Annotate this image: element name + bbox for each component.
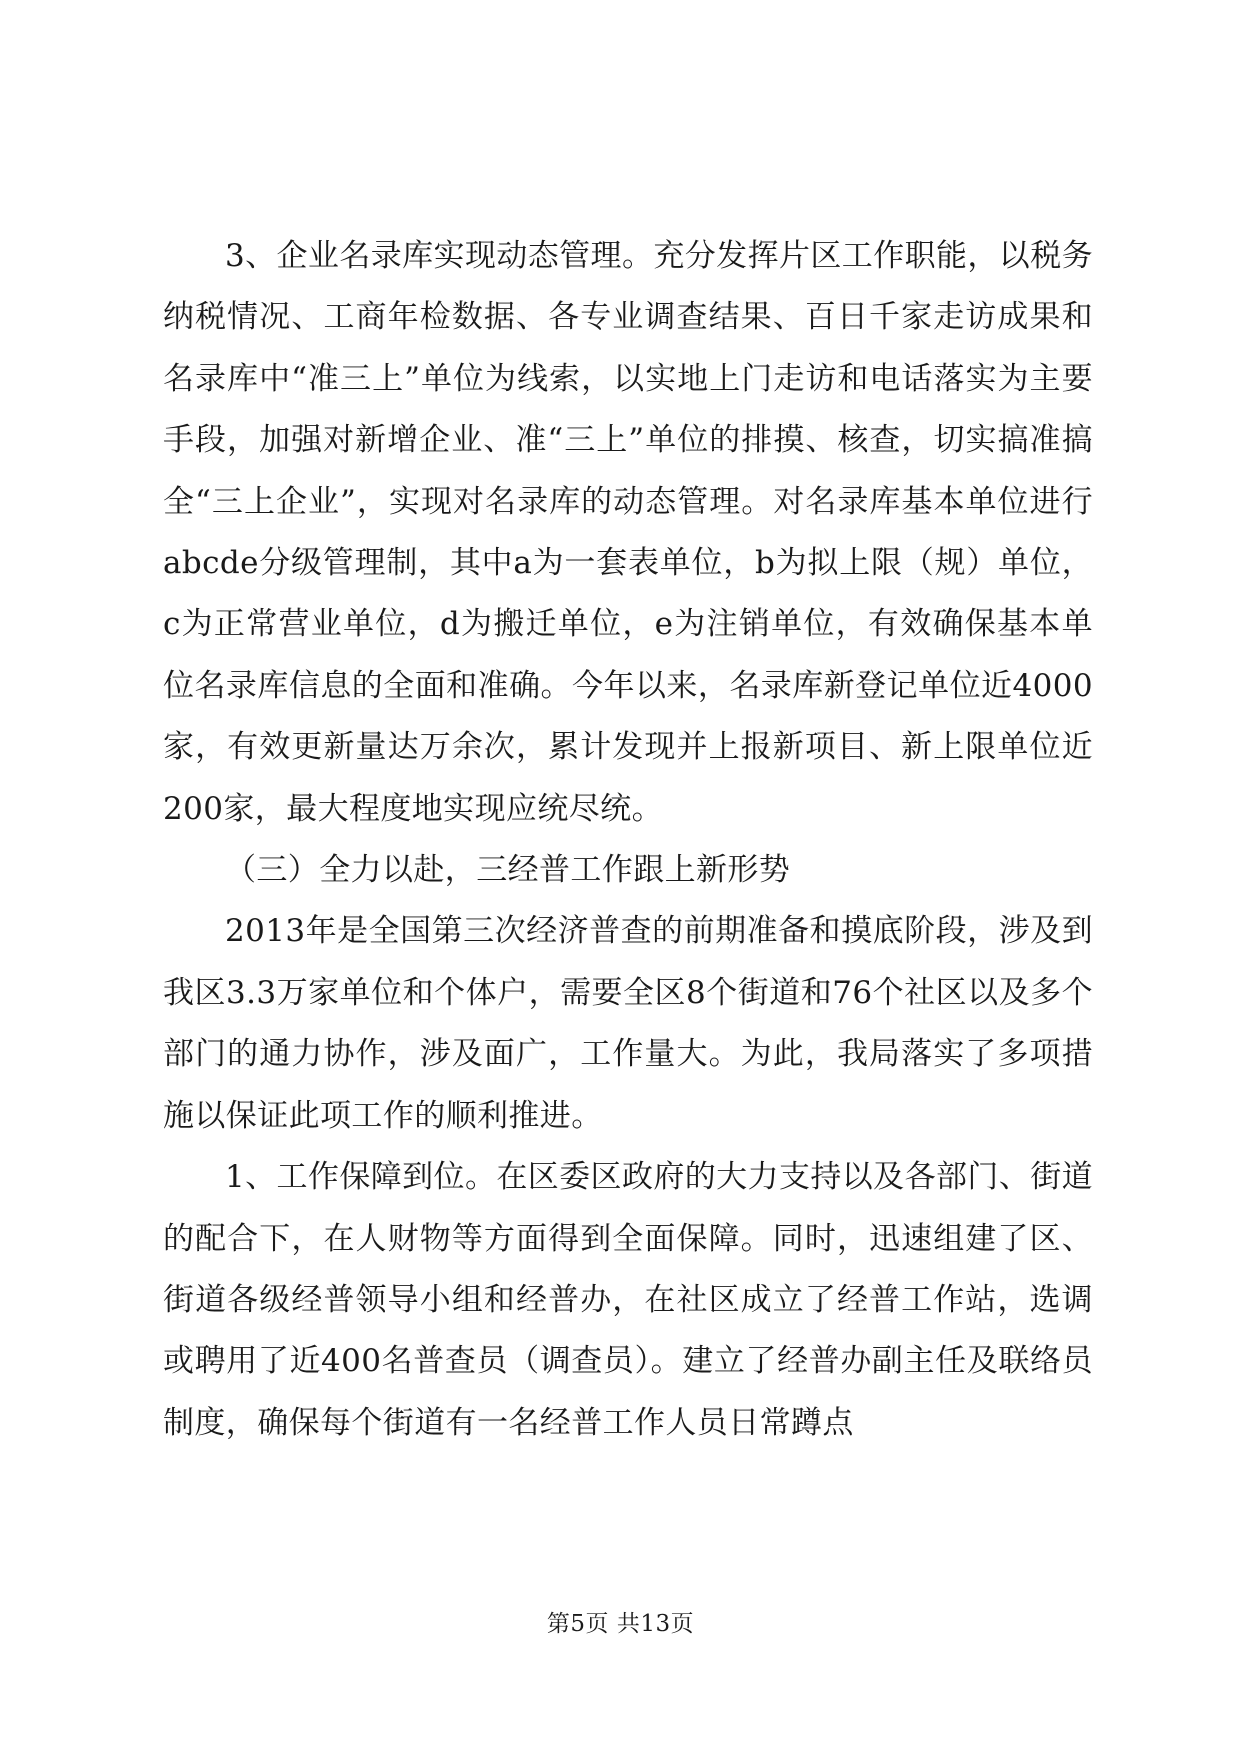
page-number-footer: 第5页 共13页 [546, 1611, 695, 1637]
paragraph-work-guarantee: 1、工作保障到位。在区委区政府的大力支持以及各部门、街道的配合下，在人财物等方面得到全面保障。同时，迅速组建了区、街道各级经普领导小组和经普办，在社区成立了经普工作站，选调或聘用了近400名普查员（调查员）。建立了经普办副主任及联络员制度，确保每个街道有一名经普工作人员日常蹲点 [163, 1159, 1093, 1441]
paragraph-enterprise-directory: 3、企业名录库实现动态管理。充分发挥片区工作职能，以税务纳税情况、工商年检数据、各专业调查结果、百日千家走访成果和名录库中“准三上”单位为线索，以实地上门走访和电话落实为主要手段，加强对新增企业、准“三上”单位的排摸、核查，切实搞准搞全“三上企业”，实现对名录库的动态管理。对名录库基本单位进行abcde分级管理制，其中a为一套表单位，b为拟上限（规）单位，c为正常营业单位，d为搬迁单位，e为注销单位，有效确保基本单位名录库信息的全面和准确。今年以来，名录库新登记单位近4000家，有效更新量达万余次，累计发现并上报新项目、新上限单位近200家，最大程度地实现应统尽统。 [163, 238, 1093, 827]
paragraph-census-preparation: 2013年是全国第三次经济普查的前期准备和摸底阶段，涉及到我区3.3万家单位和个体户，需要全区8个街道和76个社区以及多个部门的通力协作，涉及面广，工作量大。为此，我局落实了多项措施以保证此项工作的顺利推进。 [163, 913, 1093, 1134]
section-heading-economic-census: （三）全力以赴，三经普工作跟上新形势 [225, 852, 791, 889]
document-body [163, 226, 1093, 1454]
